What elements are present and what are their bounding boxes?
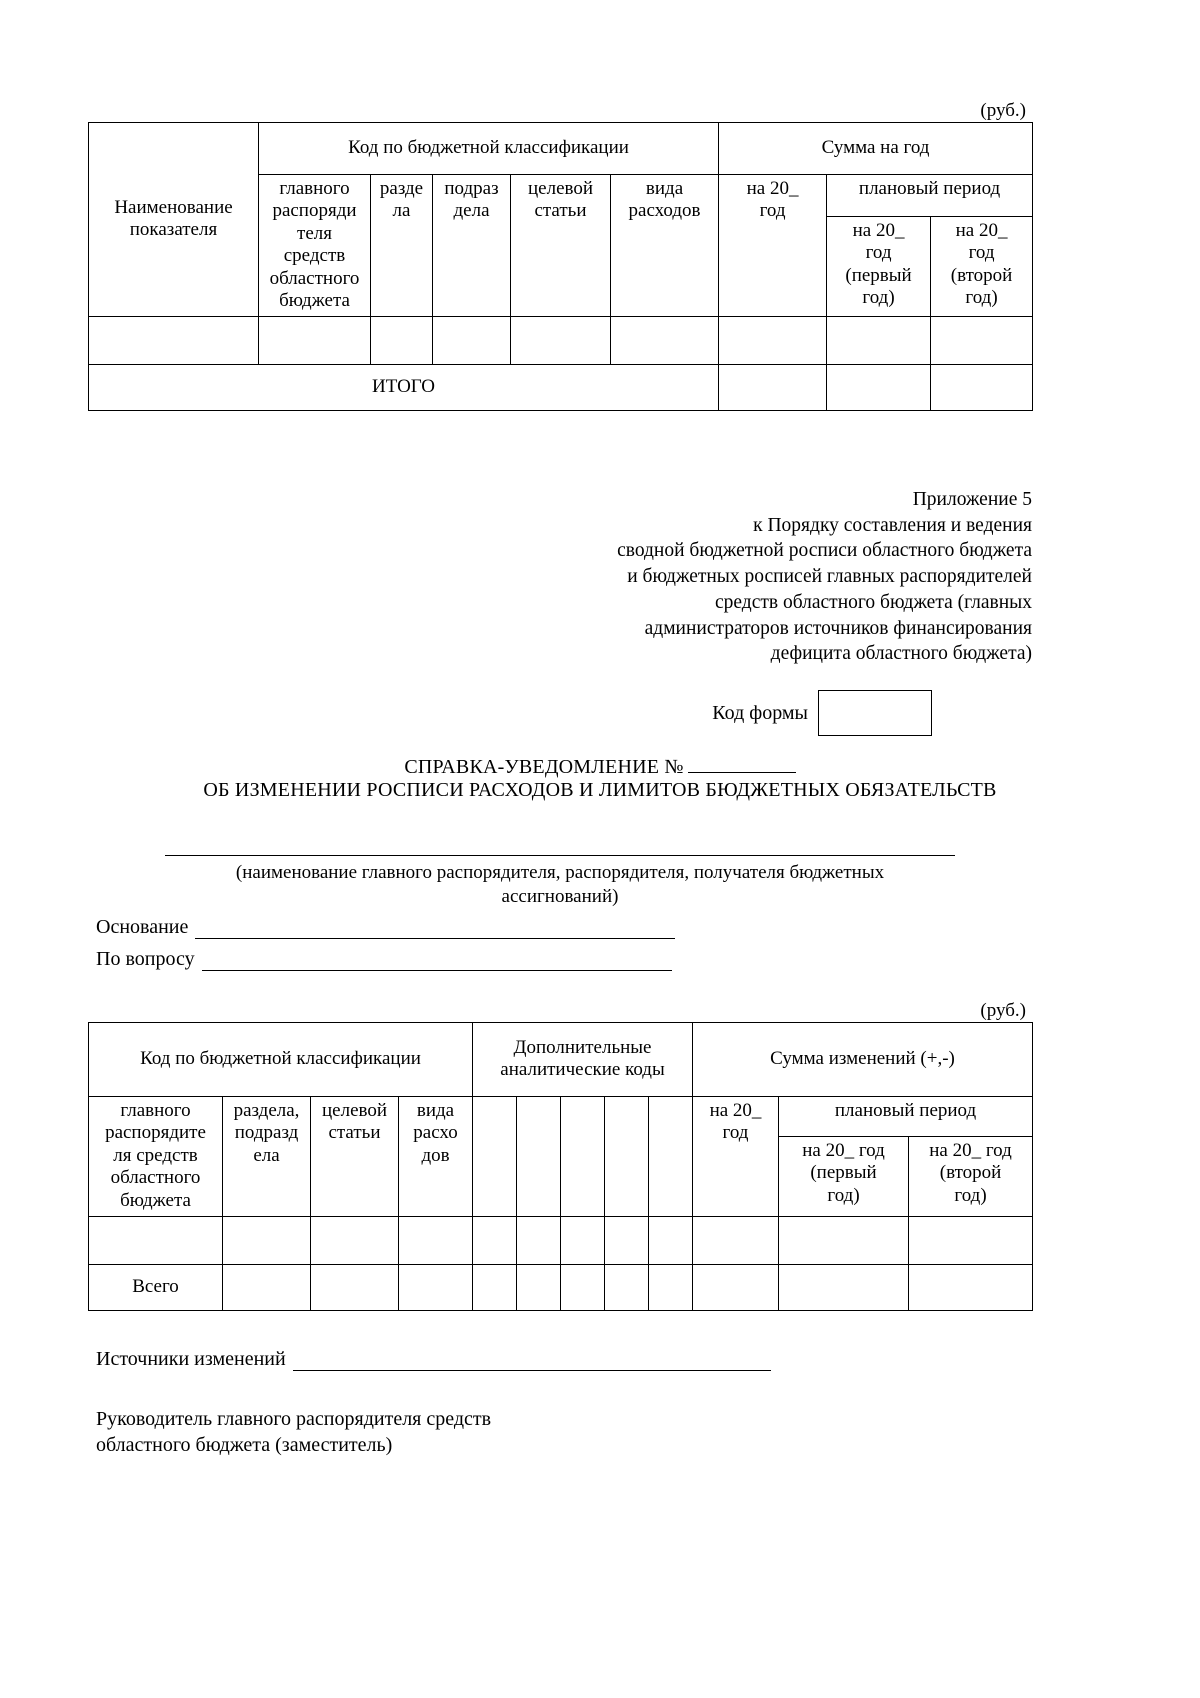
table1-group-plan-period: плановый период [827, 175, 1033, 217]
table1-col-indicator-name [89, 123, 259, 317]
table2-total-extra-5[interactable] [649, 1265, 693, 1311]
table2-col-expense-type [399, 1097, 473, 1217]
table2-units-note: (руб.) [980, 1000, 1026, 1021]
table1-header-row-1 [89, 123, 1033, 175]
table2-col-plan-second-year [909, 1137, 1033, 1217]
label-line: Дополнительные [513, 1036, 652, 1058]
label-line: дов [421, 1144, 450, 1166]
table2-total-plan-first-year[interactable] [779, 1265, 909, 1311]
changes-table [88, 1022, 1033, 1311]
cell-chief-manager[interactable] [259, 317, 371, 365]
cell-plan-second-year[interactable] [909, 1217, 1033, 1265]
label-line: раздела, [233, 1100, 300, 1121]
table2-total-extra-3[interactable] [561, 1265, 605, 1311]
appendix-line-3: и бюджетных росписей главных распорядителей [627, 566, 1032, 588]
field-osnovanie [96, 916, 696, 939]
label-line: год) [827, 1184, 860, 1206]
table1-group-kbk: Код по бюджетной классификации [259, 123, 719, 175]
table1-total-label: ИТОГО [89, 365, 719, 411]
recipient-caption-line2: ассигнований) [501, 885, 619, 907]
table1-col-chief-manager [259, 175, 371, 317]
cell-section-subsection[interactable] [223, 1217, 311, 1265]
cell-plan-first-year[interactable] [779, 1217, 909, 1265]
appendix-line-4: средств областного бюджета (главных [714, 591, 1032, 613]
signature-line1: Руководитель главного распорядителя средств [96, 1408, 492, 1430]
label-line: подразд [234, 1122, 299, 1144]
label-line: распоряди [272, 200, 357, 222]
label-line: ля средств [113, 1144, 198, 1166]
table2-col-extra-5 [649, 1097, 693, 1217]
field-po-voprosu-input[interactable] [202, 956, 672, 971]
field-po-voprosu-label: По вопросу [96, 948, 195, 970]
field-osnovanie-label: Основание [96, 916, 189, 938]
table1-section [88, 100, 1032, 411]
label-line: ела [253, 1144, 280, 1166]
cell-section[interactable] [371, 317, 433, 365]
appendix-line-2: сводной бюджетной росписи областного бюджета [617, 540, 1032, 562]
table2-section [88, 1000, 1032, 1311]
table2-total-current-year[interactable] [693, 1265, 779, 1311]
cell-expense-type[interactable] [399, 1217, 473, 1265]
sources-of-changes-label: Источники изменений [96, 1348, 286, 1370]
recipient-input-line[interactable] [165, 855, 955, 856]
page-title-line2: ОБ ИЗМЕНЕНИИ РОСПИСИ РАСХОДОВ И ЛИМИТОВ БЮДЖЕТНЫХ ОБЯЗАТЕЛЬСТВ [203, 779, 997, 801]
table2-group-extra-codes [473, 1023, 693, 1097]
cell-indicator-name[interactable] [89, 317, 259, 365]
label-line: год) [954, 1184, 987, 1206]
cell-current-year[interactable] [719, 317, 827, 365]
table2-header-row-1 [89, 1023, 1033, 1097]
basis-fields-block [96, 916, 696, 971]
sources-of-changes-input[interactable] [293, 1356, 771, 1371]
table1-col-plan-second-year [931, 217, 1033, 317]
table2-group-kbk: Код по бюджетной классификации [89, 1023, 473, 1097]
label-line: расходов [628, 200, 701, 222]
label-line: (первый [810, 1162, 877, 1184]
cell-target-article[interactable] [511, 317, 611, 365]
label-line: расхо [413, 1122, 458, 1144]
table1-total-plan-first-year[interactable] [827, 365, 931, 411]
table-row[interactable] [89, 317, 1033, 365]
table2-col-extra-1 [473, 1097, 517, 1217]
label-line: дела [453, 200, 490, 222]
label-line: год [722, 1122, 749, 1144]
table2-total-extra-4[interactable] [605, 1265, 649, 1311]
label-line: год) [965, 287, 998, 309]
appendix-number: Приложение 5 [912, 489, 1032, 510]
appendix-reference-block [420, 487, 1032, 667]
table1-col-section [371, 175, 433, 317]
label-line: целевой [321, 1100, 388, 1121]
appendix-line-1: к Порядку составления и ведения [753, 514, 1032, 536]
table2-header-row-2 [89, 1097, 1033, 1137]
field-po-voprosu [96, 948, 696, 971]
cell-extra-1[interactable] [473, 1217, 517, 1265]
label-line: год [759, 200, 786, 222]
table2-col-current-year [693, 1097, 779, 1217]
cell-target-article[interactable] [311, 1217, 399, 1265]
label-line: вида [645, 178, 684, 199]
cell-plan-first-year[interactable] [827, 317, 931, 365]
title-spravka-uvedomlenie: СПРАВКА-УВЕДОМЛЕНИЕ № [404, 756, 684, 778]
label-line: на 20_ [955, 220, 1008, 241]
label-line: областного [269, 267, 360, 289]
field-osnovanie-input[interactable] [195, 924, 675, 939]
label-line: (второй [950, 264, 1013, 286]
label-line: ла [392, 200, 411, 222]
cell-expense-type[interactable] [611, 317, 719, 365]
cell-current-year[interactable] [693, 1217, 779, 1265]
label-line: год [865, 242, 892, 264]
label-line: год) [862, 287, 895, 309]
label-line: статьи [328, 1122, 381, 1144]
label-line: подраз [444, 178, 499, 199]
budget-schedule-table [88, 122, 1033, 411]
table2-col-extra-3 [561, 1097, 605, 1217]
table1-col-current-year [719, 175, 827, 317]
page-title-line1 [0, 755, 1200, 779]
table-row[interactable] [89, 1217, 1033, 1265]
label-line: на 20_ [852, 220, 905, 241]
table1-indicator-name-line2: показателя [129, 219, 218, 241]
table2-total-expense-type[interactable] [399, 1265, 473, 1311]
cell-chief-manager[interactable] [89, 1217, 223, 1265]
label-line: средств [283, 245, 346, 267]
table1-units-note: (руб.) [980, 100, 1026, 121]
recipient-caption-line1: (наименование главного распорядителя, распорядителя, получателя бюджетных [235, 862, 885, 883]
label-line: бюджета [279, 290, 350, 312]
label-line: год [968, 242, 995, 264]
table2-col-extra-4 [605, 1097, 649, 1217]
cell-extra-2[interactable] [517, 1217, 561, 1265]
table2-col-plan-first-year [779, 1137, 909, 1217]
appendix-line-5: администраторов источников финансирования [644, 617, 1032, 639]
appendix-line-6: дефицита областного бюджета) [770, 643, 1032, 665]
table2-total-extra-1[interactable] [473, 1265, 517, 1311]
table1-total-row [89, 365, 1033, 411]
table2-col-target-article [311, 1097, 399, 1217]
label-line: (второй [939, 1162, 1002, 1184]
cell-extra-3[interactable] [561, 1217, 605, 1265]
table2-total-row [89, 1265, 1033, 1311]
code-form-label: Код формы [712, 701, 808, 724]
signature-line2: областного бюджета (заместитель) [96, 1434, 393, 1456]
label-line: бюджета [120, 1189, 191, 1211]
label-line: теля [297, 222, 332, 244]
label-line: целевой [527, 178, 594, 199]
cell-subsection[interactable] [433, 317, 511, 365]
recipient-block [165, 855, 955, 909]
table1-col-expense-type [611, 175, 719, 317]
code-form-block [620, 690, 932, 736]
table2-group-plan-period: плановый период [779, 1097, 1033, 1137]
table2-col-extra-2 [517, 1097, 561, 1217]
table2-total-target-article[interactable] [311, 1265, 399, 1311]
label-line: вида [416, 1100, 455, 1121]
table1-total-current-year[interactable] [719, 365, 827, 411]
label-line: главного [120, 1100, 191, 1121]
table2-total-section-subsection[interactable] [223, 1265, 311, 1311]
label-line: аналитические коды [500, 1059, 665, 1080]
table1-col-plan-first-year [827, 217, 931, 317]
code-form-input[interactable] [818, 690, 932, 736]
label-line: на 20_ [709, 1100, 762, 1121]
table1-indicator-name-line1: Наименование [114, 196, 233, 218]
label-line: разде [379, 178, 424, 199]
cell-plan-second-year[interactable] [931, 317, 1033, 365]
table1-col-subsection [433, 175, 511, 317]
document-title-block [0, 755, 1200, 802]
label-line: главного [279, 178, 350, 199]
cell-extra-5[interactable] [649, 1217, 693, 1265]
label-line: (первый [845, 264, 912, 286]
label-line: на 20_ год [802, 1140, 885, 1161]
sources-of-changes-field [96, 1348, 816, 1371]
label-line: на 20_ [746, 178, 799, 199]
table2-col-section-subsection [223, 1097, 311, 1217]
title-number-blank[interactable] [688, 755, 796, 773]
cell-extra-4[interactable] [605, 1217, 649, 1265]
label-line: распорядите [105, 1122, 206, 1144]
table2-total-extra-2[interactable] [517, 1265, 561, 1311]
table2-col-chief-manager [89, 1097, 223, 1217]
table2-group-sum-changes: Сумма изменений (+,-) [693, 1023, 1033, 1097]
label-line: на 20_ год [929, 1140, 1012, 1161]
label-line: областного [110, 1167, 201, 1189]
table1-col-target-article [511, 175, 611, 317]
signature-block [96, 1406, 796, 1458]
table2-total-plan-second-year[interactable] [909, 1265, 1033, 1311]
table1-total-plan-second-year[interactable] [931, 365, 1033, 411]
label-line: статьи [534, 200, 587, 222]
table2-total-label: Всего [89, 1265, 223, 1311]
table1-group-sum: Сумма на год [719, 123, 1033, 175]
